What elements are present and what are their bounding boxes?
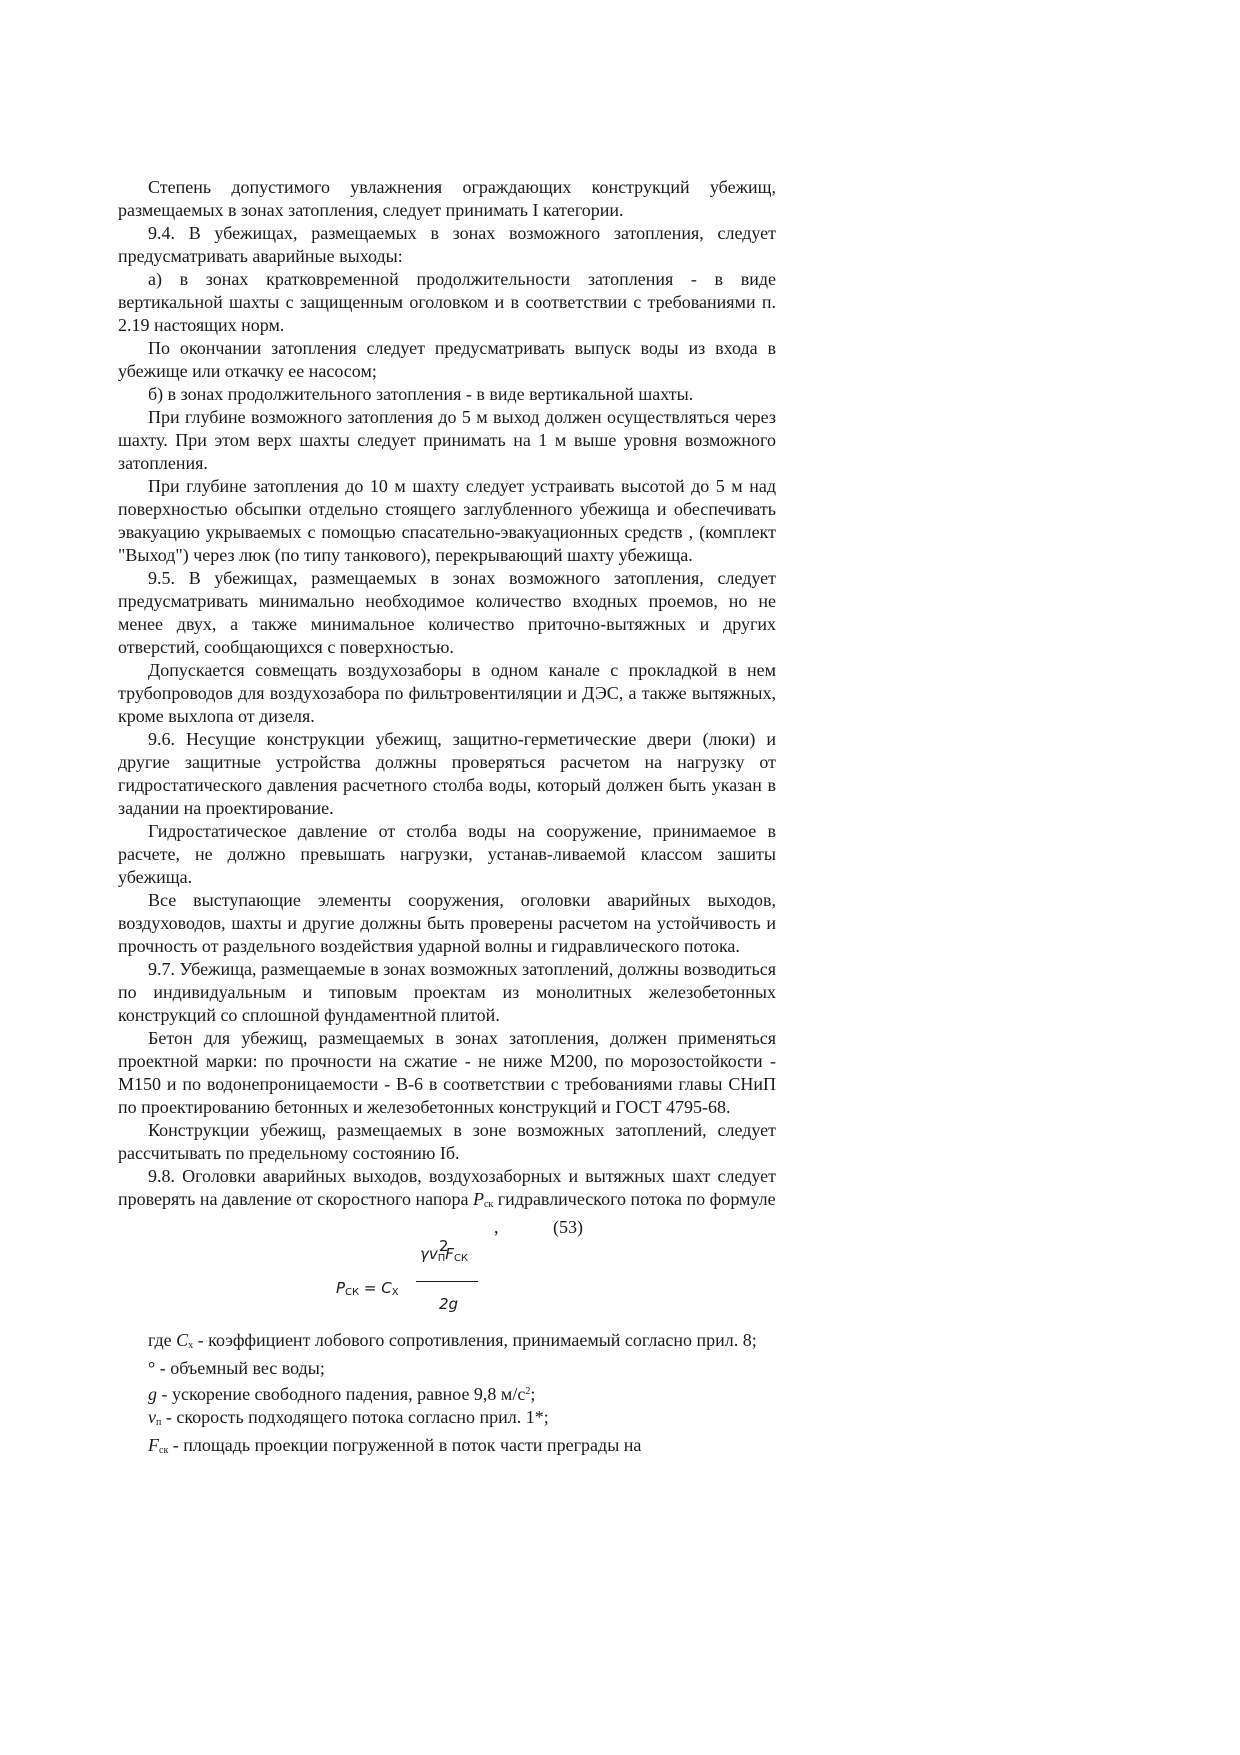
- pressure-symbol: Р: [472, 1189, 484, 1209]
- paragraph: 9.5. В убежищах, размещаемых в зонах возможного затопления, следует предусматривать минимально необходимое количество входных проемов, но не менее двух, а также минимальное количество приточно-вытяжных и других отверстий, сообщающихся с поверхностью.: [118, 568, 776, 657]
- formula-denominator: 2g: [439, 1295, 459, 1313]
- paragraph: 9.7. Убежища, размещаемые в зонах возможных затоплений, должны возводиться по индивидуальным и типовым проектам из монолитных железобетонных конструкций со сплошной фундаментной плитой.: [118, 959, 776, 1025]
- document-page: [118, 176, 776, 1462]
- definition-vp: $v_п$ - скорость подходящего потока согласно прил. 1*;: [148, 1407, 549, 1428]
- paragraph-9-8: 9.8. Оголовки аварийных выходов, воздухозаборных и вытяжных шахт следует проверять на давление от скоростного напора $Р_{ск}$ гидравлического потока по формуле: [118, 1166, 776, 1210]
- paragraph: 9.4. В убежищах, размещаемых в зонах возможного затопления, следует предусматривать аварийные выходы:: [118, 223, 776, 266]
- paragraph: Степень допустимого увлажнения ограждающих конструкций убежищ, размещаемых в зонах затопления, следует принимать I категории.: [118, 177, 776, 220]
- formula-53: [118, 1237, 776, 1323]
- paragraph: Бетон для убежищ, размещаемых в зонах затопления, должен применяться проектной марки: по прочности на сжатие - не ниже М200, по морозостойкости - М150 и по водонепроницаемости - В-6 в соответствии с требованиями главы СНиП по проектированию бетонных и железобетонных конструкций и ГОСТ 4795-68.: [118, 1028, 776, 1117]
- equation-comma: ,: [494, 1217, 499, 1237]
- paragraph: При глубине возможного затопления до 5 м выход должен осуществляться через шахту. При этом верх шахты следует принимать на 1 м выше уровня возможного затопления.: [118, 407, 776, 473]
- paragraph: 9.6. Несущие конструкции убежищ, защитно-герметические двери (люки) и другие защитные устройства должны проверяться расчетом на нагрузку от гидростатического давления расчетного столба воды, который должен быть указан в задании на проектирование.: [118, 729, 776, 818]
- definition-g: g - ускорение свободного падения, равное 9,8 $м/с^2$;: [148, 1384, 536, 1404]
- paragraph: Гидростатическое давление от столба воды на сооружение, принимаемое в расчете, не должно превышать нагрузки, устанав-ливаемой классом зашиты убежища.: [118, 821, 776, 887]
- paragraph: По окончании затопления следует предусматривать выпуск воды из входа в убежище или откачку ее насосом;: [118, 338, 776, 381]
- paragraph: б) в зонах продолжительного затопления - в виде вертикальной шахты.: [148, 384, 694, 404]
- formula-numerator: $\gamma v_ПF_{СК}$: [420, 1245, 469, 1264]
- formula-lhs: $P_{СК} = C_Х$: [336, 1279, 399, 1298]
- paragraph: а) в зонах кратковременной продолжительности затопления - в виде вертикальной шахты с защищенным оголовком и в соответствии с требованиями п. 2.19 настоящих норм.: [118, 269, 776, 335]
- paragraph: При глубине затопления до 10 м шахту следует устраивать высотой до 5 м над поверхностью обсыпки отдельно стоящего заглубленного убежища и обеспечивать эвакуацию укрываемых с помощью спасательно-эвакуационных средств , (комплект "Выход") через люк (по типу танкового), перекрывающий шахту убежища.: [118, 476, 776, 565]
- paragraph: Все выступающие элементы сооружения, оголовки аварийных выходов, воздуховодов, шахты и другие должны быть проверены расчетом на устойчивость и прочность от раздельного воздействия ударной волны и гидравлического потока.: [118, 890, 776, 956]
- definition-gamma: ° - объемный вес воды;: [148, 1358, 325, 1378]
- equation-number: (53): [553, 1217, 583, 1237]
- formula-square: 2: [439, 1237, 449, 1255]
- definition-fck: $F_{ск}$ - площадь проекции погруженной в поток части преграды на: [148, 1435, 642, 1456]
- definition-cx: где $С_х$ - коэффициент лобового сопротивления, принимаемый согласно прил. 8;: [148, 1330, 757, 1351]
- paragraph: Допускается совмещать воздухозаборы в одном канале с прокладкой в нем трубопроводов для воздухозабора по фильтровентиляции и ДЭС, а также вытяжных, кроме выхлопа от дизеля.: [118, 660, 776, 726]
- fraction-bar: [416, 1281, 478, 1282]
- paragraph: Конструкции убежищ, размещаемых в зоне возможных затоплений, следует рассчитывать по предельному состоянию Iб.: [118, 1120, 776, 1163]
